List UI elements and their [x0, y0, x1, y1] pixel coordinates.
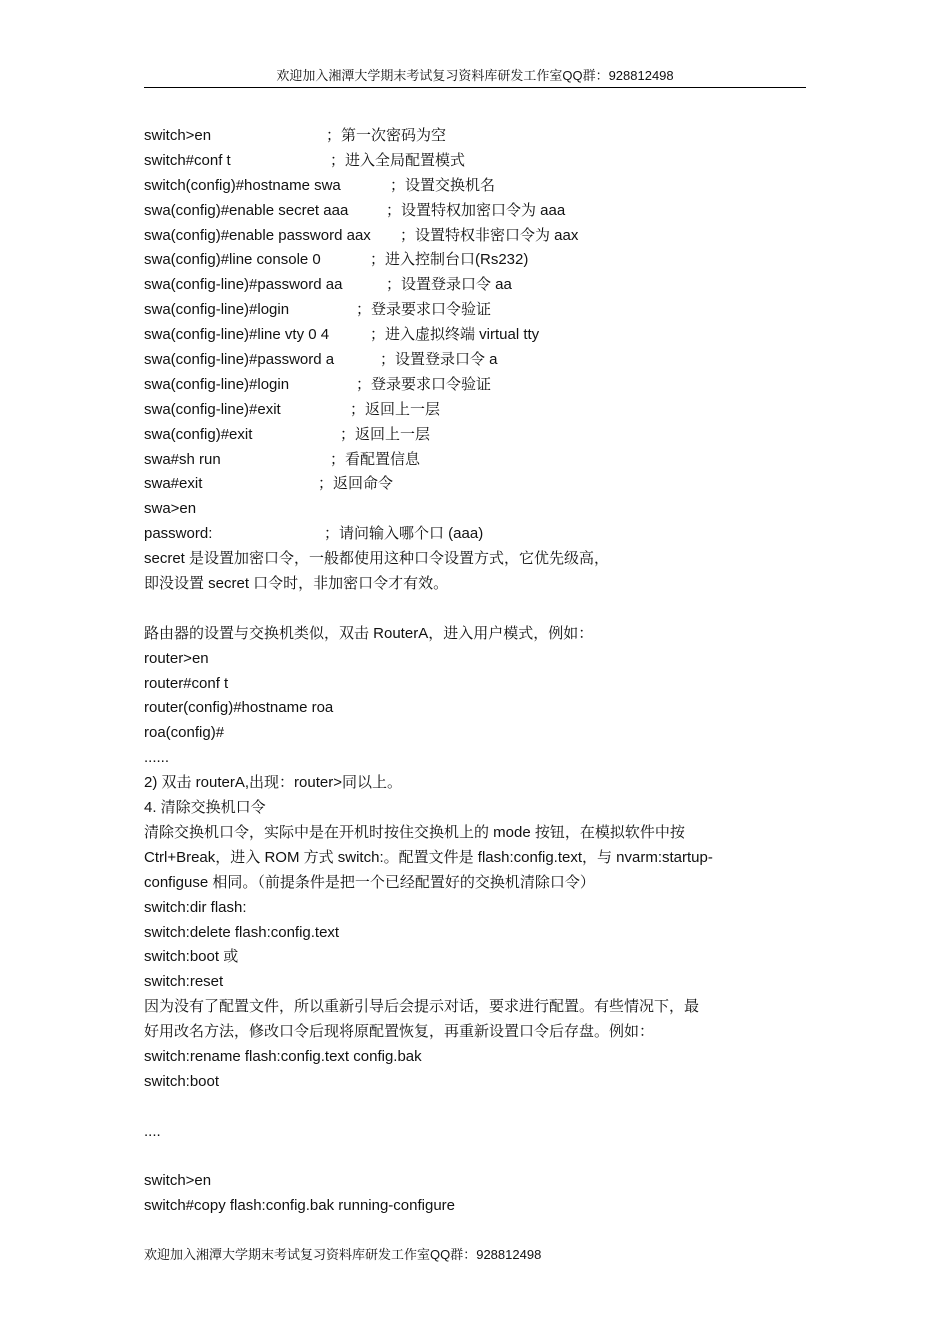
command-text: password:	[144, 525, 213, 543]
command-text: swa(config-line)#password aa	[144, 276, 343, 294]
switch-command-line	[144, 248, 804, 273]
switch-command-line	[144, 398, 804, 423]
reset-command: switch:delete flash:config.text	[144, 923, 340, 941]
switch-command-line	[144, 448, 804, 473]
command-comment: ；第一次密码为空	[326, 127, 447, 144]
command-text: switch(config)#hostname swa	[144, 176, 341, 194]
switch-command-line	[144, 423, 804, 448]
secret-note-line-1: secret 是设置加密口令，一般都使用这种口令设置方式，它优先级高，	[144, 550, 610, 568]
command-text: swa(config-line)#password a	[144, 351, 335, 369]
section-4-paragraph-line: 清除交换机口令，实际中是在开机时按住交换机上的 mode 按钮，在模拟软件中按	[144, 823, 685, 841]
header-rule	[144, 87, 806, 88]
router-command: ......	[144, 749, 170, 767]
command-text: swa#exit	[144, 475, 203, 493]
switch-command-line	[144, 348, 804, 373]
router-command: roa(config)#	[144, 724, 225, 742]
command-text: swa#sh run	[144, 450, 221, 468]
command-comment: ；返回命令	[318, 475, 394, 493]
rename-command: switch:boot	[144, 1072, 220, 1090]
document-body	[144, 124, 804, 1219]
switch-command-line	[144, 224, 804, 249]
command-comment: ；设置特权加密口令为 aaa	[386, 201, 566, 219]
command-comment: ；设置特权非密口令为 aax	[400, 226, 579, 244]
switch-command-line	[144, 199, 804, 224]
reset-command: switch:boot 或	[144, 948, 239, 966]
restore-command: switch>en	[144, 1172, 212, 1190]
switch-command-line	[144, 472, 804, 497]
command-text: swa(config-line)#login	[144, 375, 290, 393]
blank-line	[144, 597, 804, 622]
switch-command-list	[144, 124, 804, 547]
switch-command-line	[144, 497, 804, 522]
command-comment: ；请问输入哪个口 (aaa)	[324, 525, 484, 543]
command-comment: ；进入虚拟终端 virtual tty	[370, 326, 540, 344]
command-text: swa(config-line)#line vty 0 4	[144, 326, 330, 344]
command-comment: ；进入全局配置模式	[330, 151, 466, 169]
command-comment: ；返回上一层	[350, 400, 441, 418]
router-command: router#conf t	[144, 674, 229, 692]
command-text: swa(config)#exit	[144, 425, 253, 443]
restore-command: switch#copy flash:config.bak running-configure	[144, 1197, 456, 1215]
page-header: 欢迎加入湘潭大学期末考试复习资料库研发工作室QQ群：928812498	[276, 68, 674, 83]
switch-command-line	[144, 124, 804, 149]
switch-command-line	[144, 149, 804, 174]
command-comment: ；看配置信息	[330, 450, 421, 468]
command-comment: ；设置登录口令 a	[380, 351, 498, 369]
section-4-paragraph-line: Ctrl+Break，进入 ROM 方式 switch:。配置文件是 flash:config.text，与 nvarm:startup-	[144, 848, 713, 866]
reset-command: switch:dir flash:	[144, 898, 247, 916]
switch-command-line	[144, 323, 804, 348]
router-command: router(config)#hostname roa	[144, 699, 334, 717]
router-command: router>en	[144, 649, 209, 667]
command-comment: ；设置登录口令 aa	[386, 276, 512, 294]
command-text: swa>en	[144, 500, 197, 518]
section-4-paragraph-2-line: 好用改名方法，修改口令后现将原配置恢复，再重新设置口令后存盘。例如：	[144, 1023, 655, 1041]
command-text: switch>en	[144, 127, 212, 144]
switch-command-line	[144, 273, 804, 298]
command-text: swa(config)#enable password aax	[144, 226, 371, 244]
ellipsis: ....	[144, 1122, 161, 1140]
command-text: swa(config)#enable secret aaa	[144, 201, 349, 219]
command-text: swa(config-line)#exit	[144, 400, 281, 418]
command-comment: ；登录要求口令验证	[356, 375, 492, 393]
section-4-paragraph-2-line: 因为没有了配置文件，所以重新引导后会提示对话，要求进行配置。有些情况下，最	[144, 998, 700, 1016]
command-comment: ；返回上一层	[340, 425, 431, 443]
reset-command: switch:reset	[144, 973, 224, 991]
command-comment: ；登录要求口令验证	[356, 301, 492, 319]
switch-command-line	[144, 373, 804, 398]
command-comment: ；设置交换机名	[390, 176, 496, 194]
section-4-paragraph-line: configuse 相同。（前提条件是把一个已经配置好的交换机清除口令）	[144, 873, 595, 891]
command-text: switch#conf t	[144, 151, 231, 169]
switch-command-line	[144, 174, 804, 199]
router-intro: 路由器的设置与交换机类似，双击 RouterA，进入用户模式，例如：	[144, 624, 594, 642]
section-4-heading: 4. 清除交换机口令	[144, 799, 266, 817]
command-comment: ；进入控制台口(Rs232)	[370, 251, 529, 269]
router-item-2: 2) 双击 routerA,出现：router>同以上。	[144, 774, 402, 792]
blank-line	[144, 1145, 804, 1170]
secret-note-line-2: 即没设置 secret 口令时，非加密口令才有效。	[144, 575, 449, 593]
command-text: swa(config-line)#login	[144, 301, 290, 319]
switch-command-line	[144, 522, 804, 547]
blank-line	[144, 1095, 804, 1120]
rename-command: switch:rename flash:config.text config.bak	[144, 1047, 422, 1065]
page-footer: 欢迎加入湘潭大学期末考试复习资料库研发工作室QQ群：928812498	[144, 1247, 542, 1262]
switch-command-line	[144, 298, 804, 323]
command-text: swa(config)#line console 0	[144, 251, 321, 269]
